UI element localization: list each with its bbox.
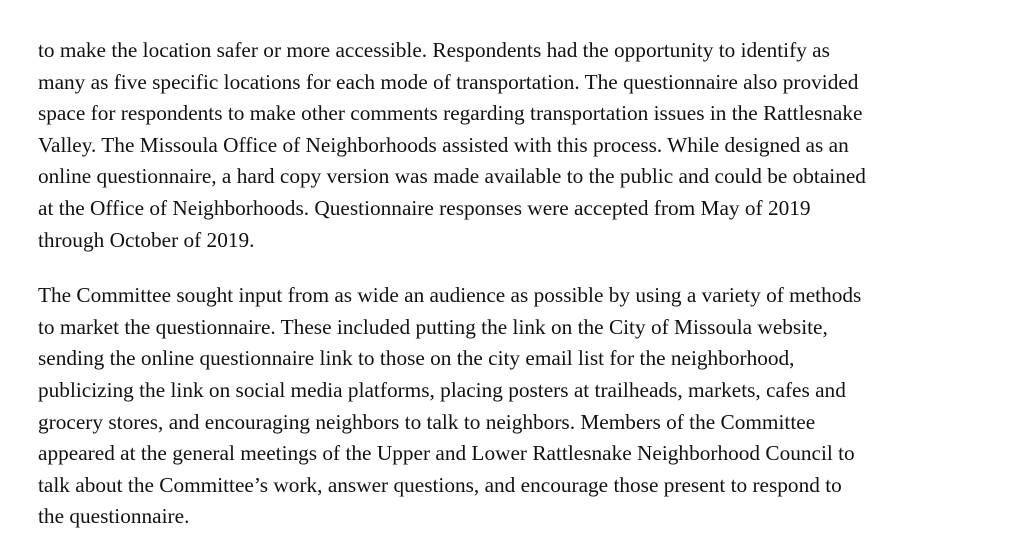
document-body: [38, 35, 988, 533]
text-line: grocery stores, and encouraging neighbors to talk to neighbors. Members of the Committee: [38, 409, 816, 434]
text-line: talk about the Committee’s work, answer questions, and encourage those present to respond to: [38, 472, 842, 497]
text-line: sending the online questionnaire link to those on the city email list for the neighborhood,: [38, 346, 795, 371]
text-line: many as five specific locations for each mode of transportation. The questionnaire also provided: [38, 69, 859, 94]
text-line: online questionnaire, a hard copy version was made available to the public and could be obtained: [38, 164, 866, 189]
paragraph-spacer: [38, 256, 988, 280]
paragraph-questionnaire-description: [38, 35, 988, 256]
text-line: The Committee sought input from as wide an audience as possible by using a variety of methods: [38, 283, 862, 308]
text-line: through October of 2019.: [38, 227, 255, 252]
paragraph-outreach-methods: [38, 280, 988, 533]
text-line: the questionnaire.: [38, 504, 190, 529]
text-line: to make the location safer or more accessible. Respondents had the opportunity to identify as: [38, 38, 830, 62]
text-line: to market the questionnaire. These included putting the link on the City of Missoula website,: [38, 314, 828, 339]
text-line: at the Office of Neighborhoods. Questionnaire responses were accepted from May of 2019: [38, 195, 811, 220]
text-line: appeared at the general meetings of the Upper and Lower Rattlesnake Neighborhood Council to: [38, 441, 855, 466]
text-line: publicizing the link on social media platforms, placing posters at trailheads, markets, cafes and: [38, 377, 846, 402]
text-line: Valley. The Missoula Office of Neighborhoods assisted with this process. While designed as an: [38, 132, 849, 157]
text-line: space for respondents to make other comments regarding transportation issues in the Rattlesnake: [38, 101, 863, 126]
